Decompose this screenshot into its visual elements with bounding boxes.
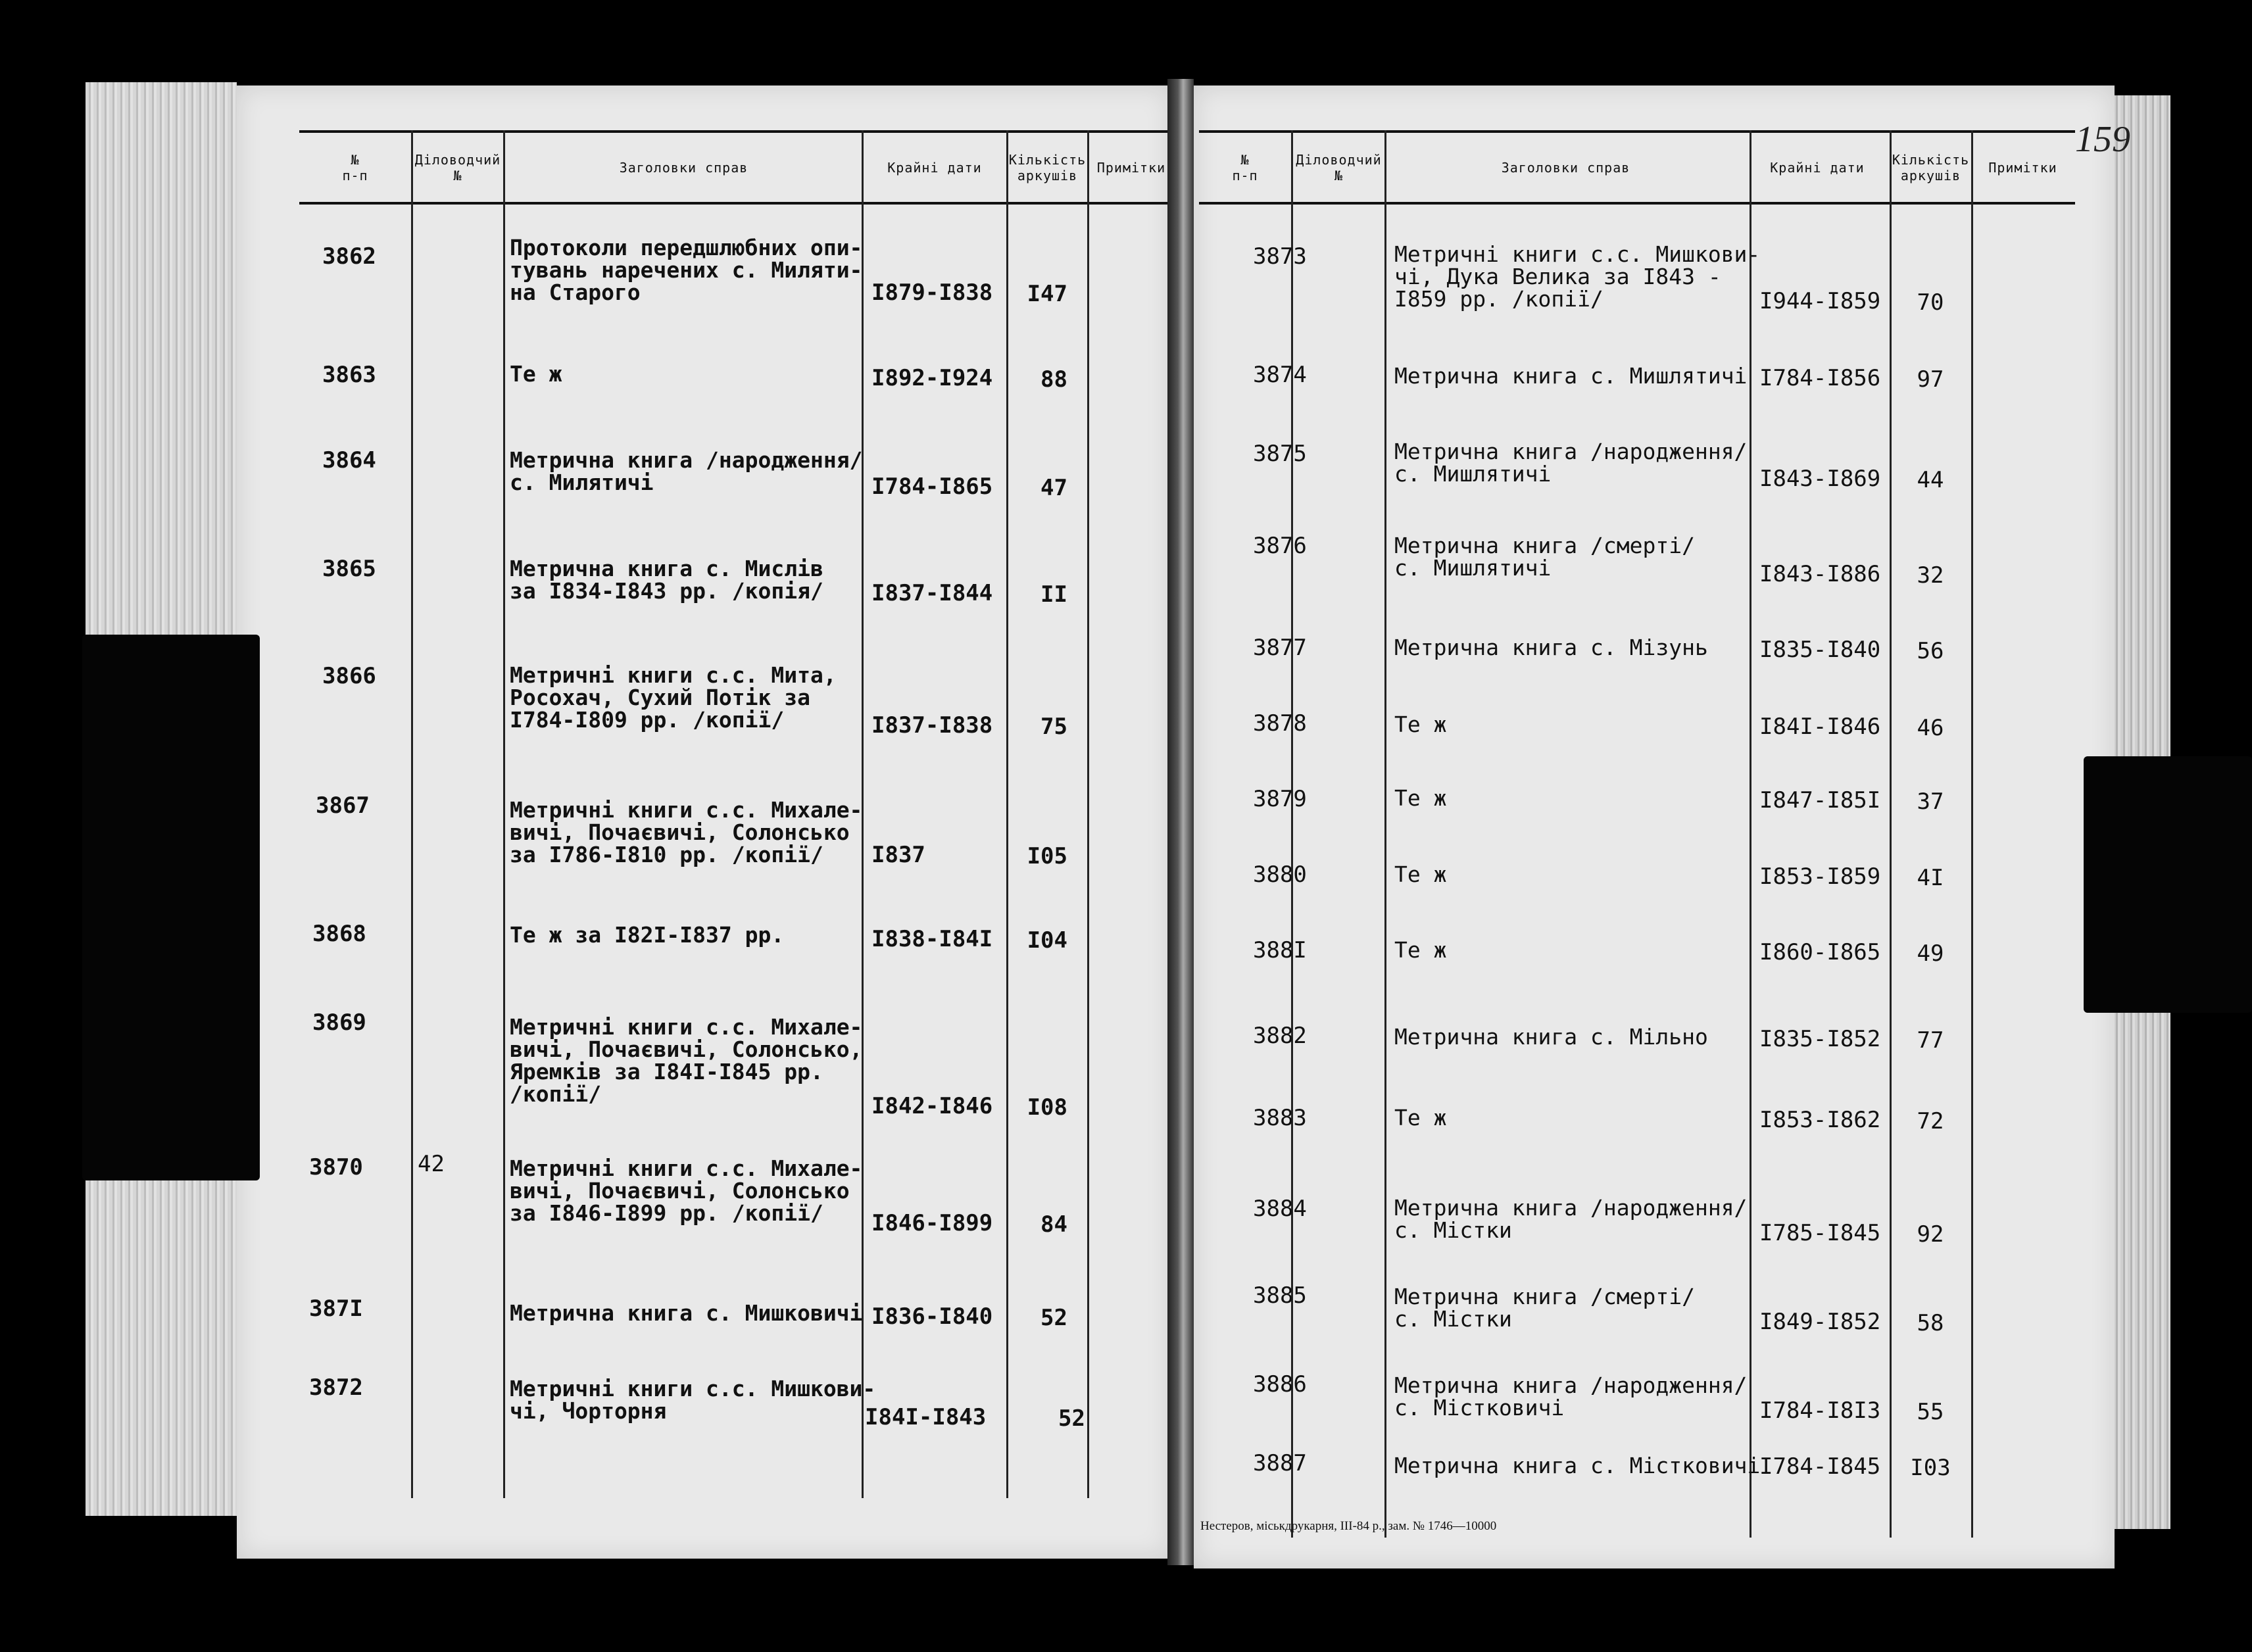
row-title: Те ж <box>1394 862 1447 887</box>
column-divider <box>1384 130 1386 1538</box>
column-divider <box>1087 130 1089 1498</box>
row-dates: I853-I862 <box>1759 1107 1881 1133</box>
row-dates: I784-I865 <box>871 474 993 500</box>
column-divider <box>1750 130 1751 1538</box>
row-dates: I853-I859 <box>1759 863 1881 890</box>
row-title: Метричні книги с.с. Михале- вичі, Почаєвичі, Солонсько, Яремків за I84I-I845 рр. /копії/ <box>510 1014 863 1107</box>
row-number: 3867 <box>316 792 370 819</box>
row-title: Метрична книга с. Містковичі <box>1394 1453 1761 1478</box>
row-sheets: 92 <box>1917 1221 1944 1248</box>
row-number: 387I <box>309 1296 363 1322</box>
index-tab-right <box>2084 756 2252 1013</box>
column-divider <box>1890 130 1892 1538</box>
row-number: 3879 <box>1253 786 1307 812</box>
row-sheets: 4I <box>1917 865 1944 891</box>
row-number: 3870 <box>309 1154 363 1180</box>
row-sheets: I03 <box>1910 1455 1951 1481</box>
left-page <box>237 85 1171 1559</box>
header-titles: Заголовки справ <box>1501 159 1630 176</box>
row-sheets: 55 <box>1917 1399 1944 1425</box>
row-dates: I837-I838 <box>871 712 993 739</box>
column-divider <box>1006 130 1008 1498</box>
row-number: 3883 <box>1253 1105 1307 1131</box>
row-dates: I784-I856 <box>1759 365 1881 391</box>
row-title: Метрична книга с. Мізунь <box>1394 635 1708 660</box>
row-number: 3869 <box>312 1009 366 1036</box>
row-title: Метричні книги с.с. Мита, Росохач, Сухий Потік за I784-I809 рр. /копії/ <box>510 662 837 733</box>
row-dates: I842-I846 <box>871 1093 993 1119</box>
row-dates: I835-I840 <box>1759 637 1881 663</box>
row-dates: I84I-I843 <box>865 1404 987 1430</box>
row-dates: I843-I869 <box>1759 466 1881 492</box>
row-dates: I784-I845 <box>1759 1453 1881 1480</box>
row-sheets: II <box>1040 581 1067 608</box>
header-sheets: Кількість аркушів <box>1008 151 1087 183</box>
row-dates: I843-I886 <box>1759 561 1881 587</box>
row-number: 3875 <box>1253 441 1307 467</box>
row-dates: I784-I8I3 <box>1759 1397 1881 1424</box>
row-number: 3886 <box>1253 1371 1307 1397</box>
page-number: 159 <box>2075 119 2130 160</box>
index-tab-left <box>82 635 260 1180</box>
row-number: 3880 <box>1253 862 1307 888</box>
row-sheets: 70 <box>1917 289 1944 316</box>
row-number: 3878 <box>1253 710 1307 737</box>
printer-footer: Нестеров, міськдрукарня, ІІІ-84 р., зам. № 1746—10000 <box>1200 1519 1497 1533</box>
row-title: Метрична книга /народження/ с. Містковичі <box>1394 1373 1748 1421</box>
row-title: Метрична книга /народження/ с. Містки <box>1394 1195 1748 1243</box>
row-sheets: 37 <box>1917 789 1944 815</box>
row-sheets: 75 <box>1040 714 1067 740</box>
row-sheets: 97 <box>1917 366 1944 393</box>
row-dates: I892-I924 <box>871 365 993 391</box>
row-title: Те ж <box>1394 1105 1447 1130</box>
row-sheets: 46 <box>1917 715 1944 741</box>
book-spine <box>1167 79 1194 1565</box>
row-dates: I944-I859 <box>1759 288 1881 314</box>
row-sheets: 56 <box>1917 638 1944 664</box>
row-dates: I847-I85I <box>1759 787 1881 814</box>
row-sheets: 58 <box>1917 1310 1944 1336</box>
row-dates: I835-I852 <box>1759 1026 1881 1052</box>
row-title: Те ж <box>1394 937 1447 963</box>
column-divider <box>503 130 505 1498</box>
row-number: 3866 <box>322 663 376 689</box>
row-sheets: I04 <box>1027 927 1067 954</box>
row-title: Метрична книга с. Мислів за I834-I843 рр. /копія/ <box>510 556 823 604</box>
row-sheets: 44 <box>1917 467 1944 493</box>
column-divider <box>1291 130 1293 1538</box>
header-office-no: Діловодчий № <box>1296 151 1382 183</box>
row-number: 3862 <box>322 243 376 270</box>
row-number: 3882 <box>1253 1023 1307 1049</box>
row-number: 3874 <box>1253 362 1307 388</box>
row-sheets: 32 <box>1917 562 1944 589</box>
row-number: 3864 <box>322 447 376 474</box>
row-number: 3863 <box>322 362 376 388</box>
header-dates: Крайні дати <box>1770 159 1865 176</box>
row-sheets: 49 <box>1917 940 1944 967</box>
row-dates: I846-I899 <box>871 1210 993 1236</box>
header-notes: Примітки <box>1988 159 2057 176</box>
column-divider <box>1971 130 1973 1538</box>
left-table-header <box>299 130 1174 205</box>
row-sheets: 52 <box>1040 1305 1067 1331</box>
row-dates: I849-I852 <box>1759 1309 1881 1335</box>
row-title: Метрична книга /смерті/ с. Містки <box>1394 1284 1695 1332</box>
row-title: Метричні книги с.с. Мишкови- чі, Дука Велика за I843 - I859 рр. /копії/ <box>1394 241 1761 312</box>
row-title: Протоколи передшлюбних опи- тувань наречених с. Миляти- на Старого <box>510 235 863 305</box>
row-title: Те ж <box>1394 785 1447 811</box>
row-sheets: 47 <box>1040 475 1067 501</box>
row-sheets: I47 <box>1027 281 1067 307</box>
row-number: 3885 <box>1253 1282 1307 1309</box>
row-office-number: 42 <box>418 1151 445 1177</box>
row-title: Метричні книги с.с. Михале- вичі, Почаєвичі, Солонсько за I846-I899 рр. /копії/ <box>510 1155 863 1226</box>
row-sheets: 84 <box>1040 1211 1067 1238</box>
row-dates: I785-I845 <box>1759 1220 1881 1246</box>
row-number: 3868 <box>312 921 366 947</box>
row-number: 3872 <box>309 1374 363 1401</box>
row-title: Метричні книги с.с. Михале- вичі, Почаєвичі, Солонсько за I786-I810 рр. /копії/ <box>510 797 863 867</box>
row-dates: I879-I838 <box>871 279 993 306</box>
row-title: Те ж за I82I-I837 рр. <box>510 922 785 948</box>
row-sheets: 88 <box>1040 366 1067 393</box>
row-dates: I837 <box>871 842 925 868</box>
row-sheets: 72 <box>1917 1108 1944 1134</box>
row-dates: I837-I844 <box>871 580 993 606</box>
row-title: Метрична книга с. Мільно <box>1394 1024 1708 1050</box>
header-dates: Крайні дати <box>887 159 982 176</box>
row-number: 3865 <box>322 556 376 582</box>
row-title: Те ж <box>1394 712 1447 737</box>
row-title: Метрична книга /смерті/ с. Мишлятичі <box>1394 533 1695 581</box>
right-table-header <box>1199 130 2075 205</box>
row-number: 3876 <box>1253 533 1307 559</box>
row-dates: I84I-I846 <box>1759 714 1881 740</box>
row-number: 3884 <box>1253 1196 1307 1222</box>
row-dates: I860-I865 <box>1759 939 1881 965</box>
right-page <box>1194 85 2115 1568</box>
row-title: Те ж <box>510 361 562 387</box>
row-sheets: I08 <box>1027 1094 1067 1121</box>
row-dates: I838-I84I <box>871 926 993 952</box>
row-title: Метрична книга /народження/ с. Милятичі <box>510 447 863 495</box>
row-title: Метричні книги с.с. Мишкови- чі, Чорторня <box>510 1376 876 1424</box>
row-sheets: 77 <box>1917 1027 1944 1054</box>
row-sheets: I05 <box>1027 843 1067 869</box>
row-title: Метрична книга с. Мишлятичі <box>1394 363 1748 389</box>
row-title: Метрична книга с. Мишковичі <box>510 1300 863 1326</box>
header-sheets: Кількість аркушів <box>1892 151 1970 183</box>
row-number: 3873 <box>1253 243 1307 270</box>
header-titles: Заголовки справ <box>619 159 748 176</box>
header-notes: Примітки <box>1096 159 1166 176</box>
header-office-no: Діловодчий № <box>414 151 501 183</box>
row-title: Метрична книга /народження/ с. Мишлятичі <box>1394 439 1748 487</box>
row-number: 388I <box>1253 937 1307 963</box>
column-divider <box>411 130 413 1498</box>
row-sheets: 52 <box>1058 1405 1085 1432</box>
row-number: 3887 <box>1253 1450 1307 1476</box>
header-no: № п-п <box>342 151 368 183</box>
header-no: № п-п <box>1232 151 1258 183</box>
row-number: 3877 <box>1253 635 1307 661</box>
row-dates: I836-I840 <box>871 1303 993 1330</box>
